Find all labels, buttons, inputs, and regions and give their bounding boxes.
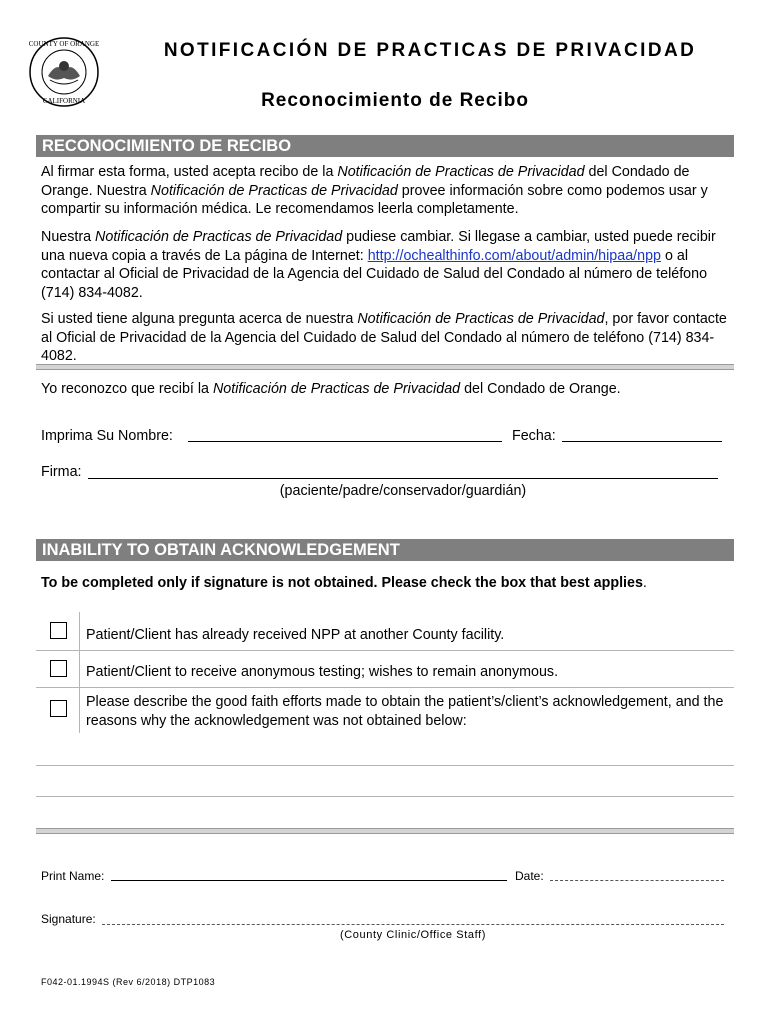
acknowledgement-statement: Yo reconozco que recibí la Notificación de Practicas de Privacidad del Condado de Orange. — [41, 381, 621, 397]
date-field[interactable] — [562, 441, 722, 442]
checkbox-anonymous-testing[interactable] — [50, 660, 67, 677]
staff-signature-field[interactable] — [102, 924, 724, 925]
paragraph-intro: Al firmar esta forma, usted acepta recibo de la Notificación de Practicas de Privacidad del Condado de Orange. Nuestra Notificación de Practicas de Privacidad provee información sobre como podemos usar y compartir su información médica. Le recomendamos leerla completamente. — [41, 164, 708, 217]
page-subtitle: Reconocimiento de Recibo — [261, 90, 529, 111]
table-row-divider — [36, 650, 734, 651]
svg-text:COUNTY OF ORANGE: COUNTY OF ORANGE — [28, 40, 100, 48]
signature-caption: (paciente/padre/conservador/guardián) — [279, 483, 527, 499]
checkbox-npp-received[interactable] — [50, 622, 67, 639]
paragraph-questions: Si usted tiene alguna pregunta acerca de nuestra Notificación de Practicas de Privacidad, por favor contacte al Oficial de Privacidad de la Agencia del Cuidado de Salud del Condado al número de teléfono (714) 834-4082. — [41, 311, 727, 364]
table-row-divider — [36, 687, 734, 688]
option-good-faith-efforts-label: Please describe the good faith efforts made to obtain the patient’s/client’s acknowledgement, and the reasons why the acknowledgement was not obtained below: — [86, 694, 724, 729]
section-divider — [36, 364, 734, 370]
staff-date-label: Date: — [515, 869, 544, 883]
page-title: NOTIFICACIÓN DE PRACTICAS DE PRIVACIDAD — [163, 40, 697, 61]
svg-text:CALIFORNIA: CALIFORNIA — [42, 97, 86, 105]
staff-print-name-label: Print Name: — [41, 869, 105, 883]
option-anonymous-testing-label: Patient/Client to receive anonymous testing; wishes to remain anonymous. — [86, 664, 559, 680]
form-code: F042-01.1994S (Rev 6/2018) DTP1083 — [41, 977, 216, 987]
date-label: Fecha: — [512, 428, 556, 444]
staff-print-name-field[interactable] — [111, 880, 507, 881]
staff-date-field[interactable] — [550, 880, 724, 881]
description-line[interactable] — [36, 796, 734, 797]
signature-label: Firma: — [41, 464, 82, 480]
print-name-field[interactable] — [188, 441, 502, 442]
section-heading-inability: INABILITY TO OBTAIN ACKNOWLEDGEMENT — [36, 539, 734, 561]
checkbox-good-faith-efforts[interactable] — [50, 700, 67, 717]
paragraph-changes: Nuestra Notificación de Practicas de Privacidad pudiese cambiar. Si llegase a cambiar, usted puede recibir una nueva copia a través de La página de Internet: http://ochealthinfo.com/about/admin/hipaa/npp o al contactar al Oficial de Privacidad de la Agencia del Cuidado de Salud del Condado al número de teléfono (714) 834-4082. — [41, 229, 716, 301]
instruction-text: To be completed only if signature is not obtained. Please check the box that best applies. — [41, 575, 647, 591]
staff-signature-caption: (County Clinic/Office Staff) — [340, 929, 486, 941]
npp-website-link[interactable]: http://ochealthinfo.com/about/admin/hipaa/npp — [367, 247, 661, 264]
table-divider — [79, 612, 80, 733]
option-npp-received-label: Patient/Client has already received NPP at another County facility. — [86, 627, 505, 643]
staff-signature-label: Signature: — [41, 912, 96, 926]
section-heading-reconocimiento: RECONOCIMIENTO DE RECIBO — [36, 135, 734, 157]
signature-field[interactable] — [88, 478, 718, 479]
county-seal-logo — [28, 36, 100, 108]
print-name-label: Imprima Su Nombre: — [41, 428, 173, 444]
description-bottom-divider — [36, 828, 734, 834]
description-line[interactable] — [36, 765, 734, 766]
